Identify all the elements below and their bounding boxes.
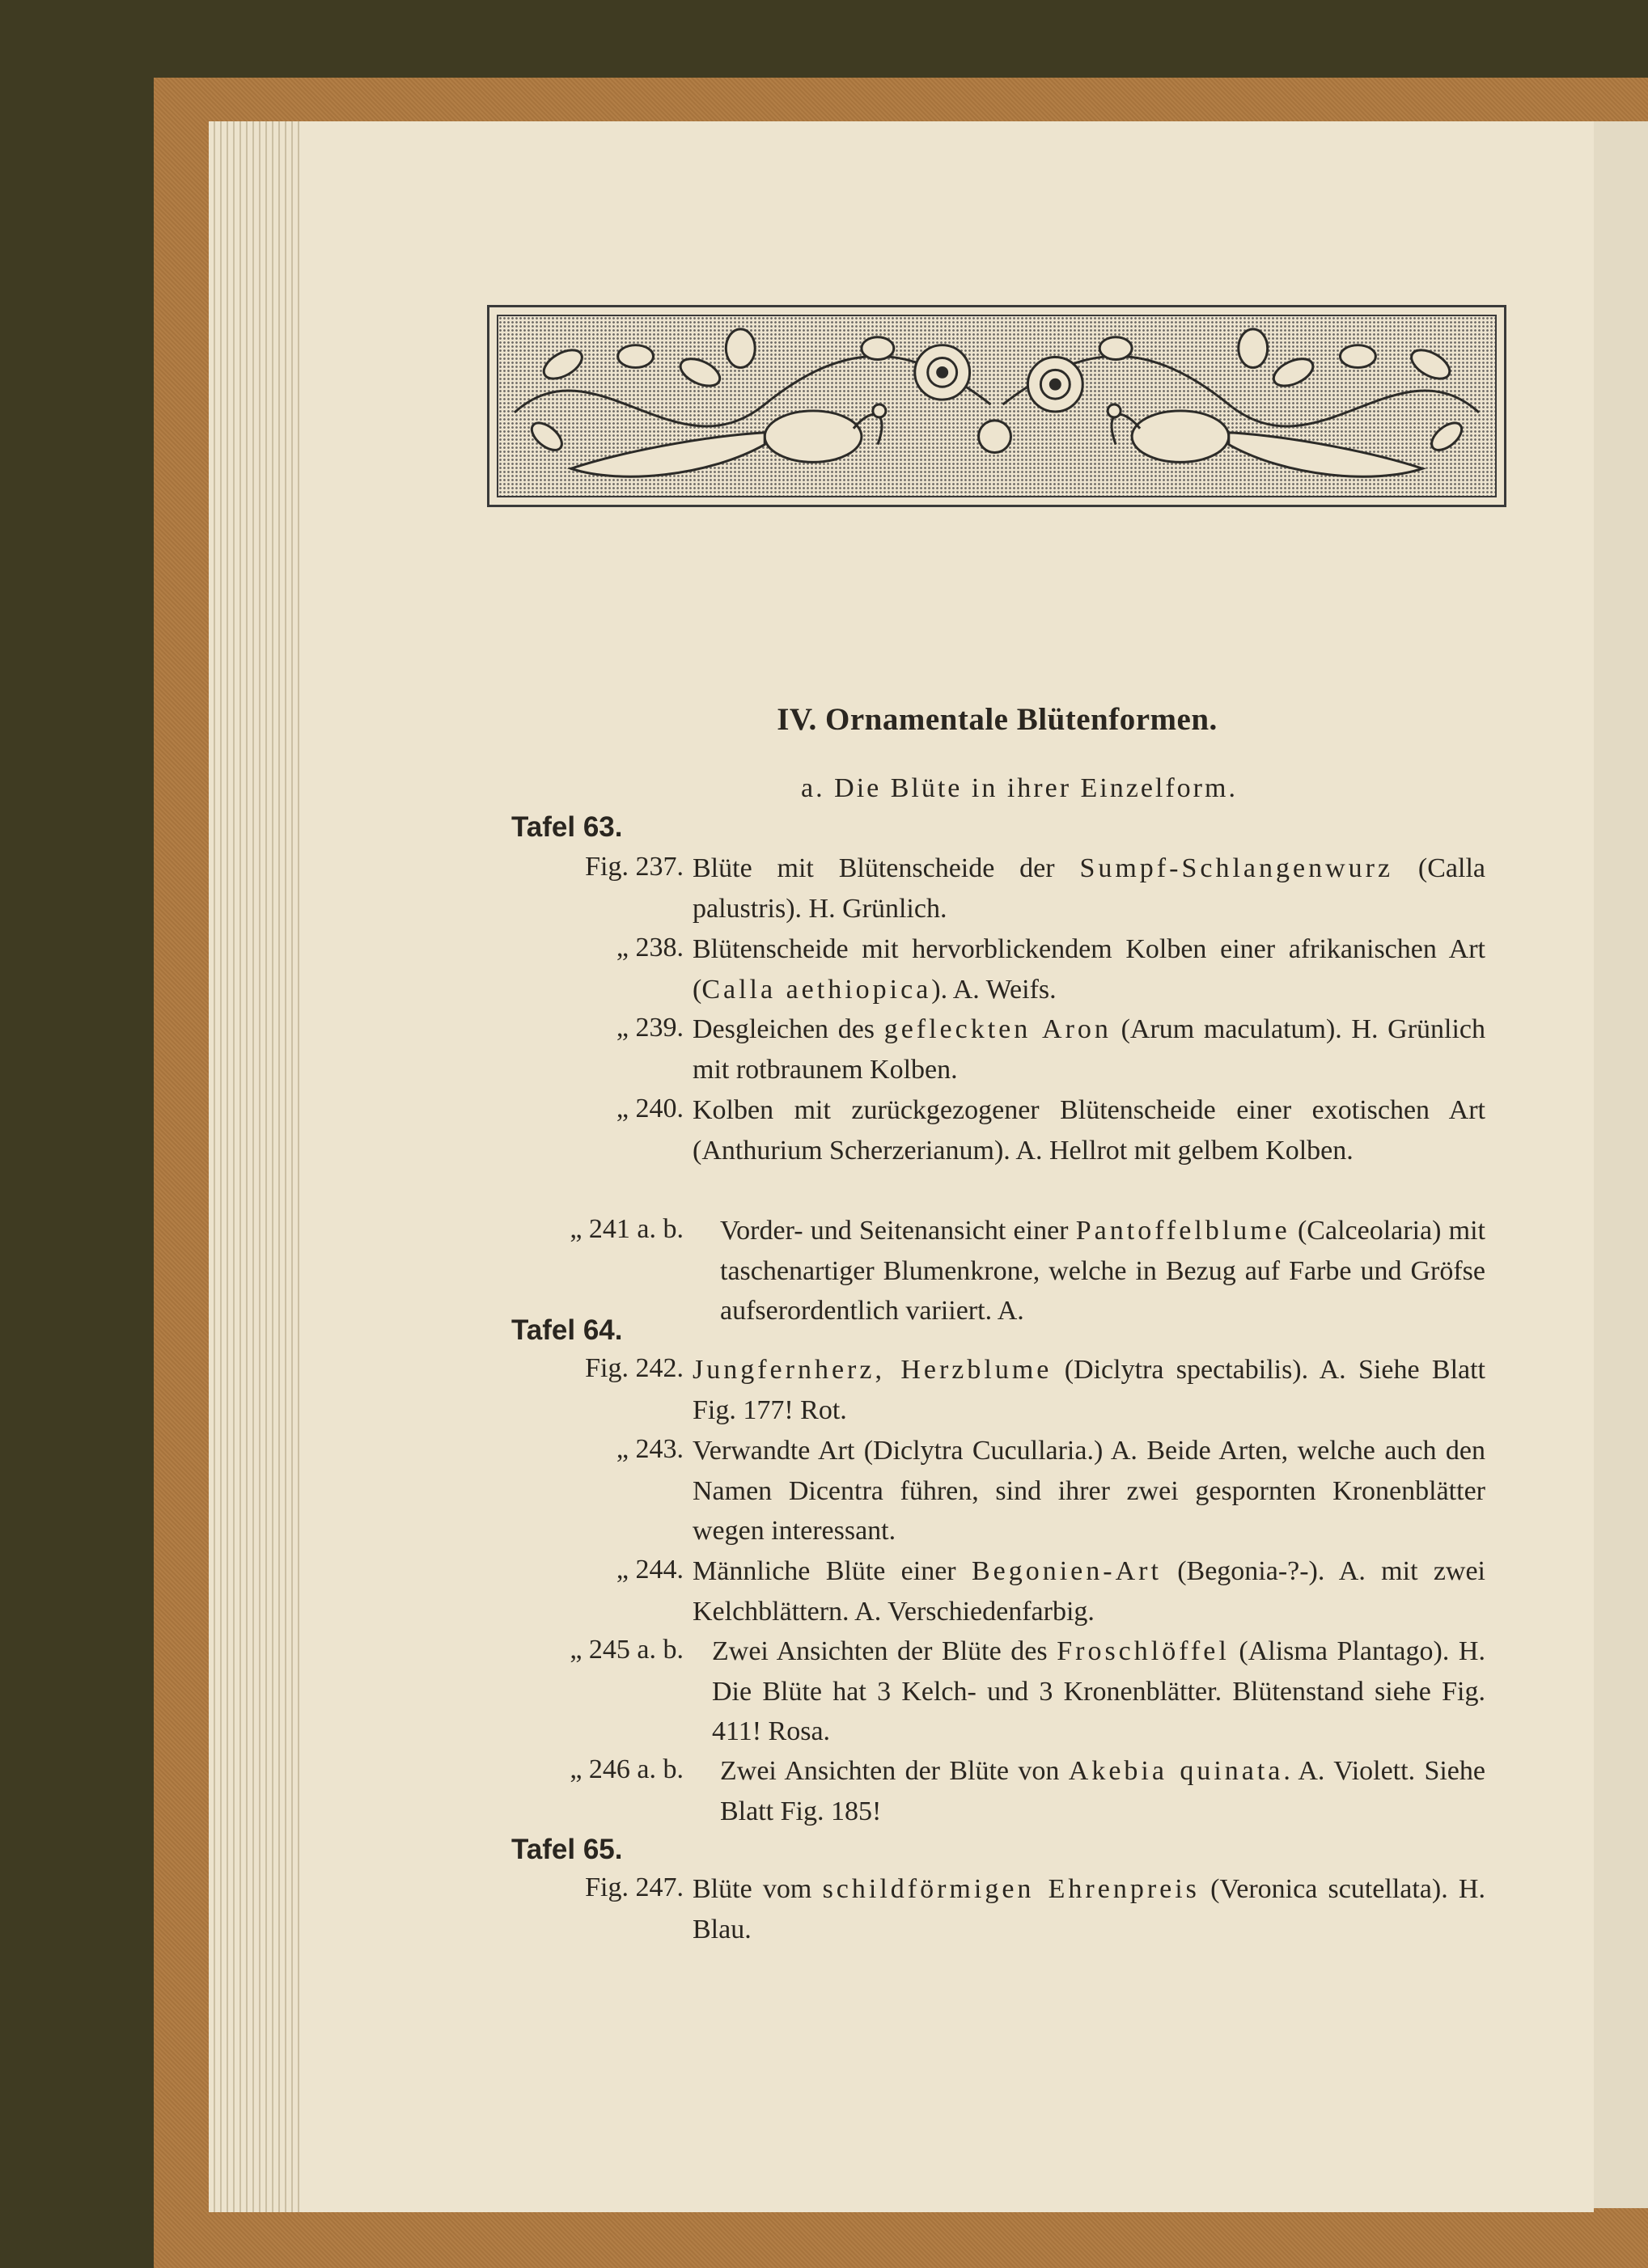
figure-number: „ 244.	[616, 1555, 684, 1585]
text-run: Blüte vom	[693, 1874, 823, 1904]
text-run: ). A. Weifs.	[931, 974, 1057, 1005]
figure-description	[720, 1211, 1485, 1331]
text-run: (Arum maculatum). H. Grünlich mit rotbraunem Kolben.	[693, 1014, 1486, 1085]
figure-description	[693, 1009, 1485, 1090]
figure-number: Fig. 247.	[585, 1872, 684, 1902]
spaced-text-run: schildförmigen Ehrenpreis	[822, 1874, 1200, 1904]
book-page	[299, 121, 1594, 2212]
text-run: Männliche Blüte einer	[693, 1556, 972, 1586]
text-run: (Diclytra spectabilis). A. Siehe Blatt Fig. 177! Rot.	[693, 1355, 1486, 1425]
text-run: Zwei Ansichten der Blüte von	[720, 1756, 1069, 1786]
peacock-left	[571, 404, 886, 476]
text-run: (Veronica scutellata). H. Blau.	[693, 1874, 1485, 1944]
figure-number: Fig. 237.	[585, 852, 684, 882]
figure-number: „ 243.	[616, 1434, 684, 1464]
peacock-right	[1108, 404, 1422, 476]
rosette-center	[979, 421, 1011, 453]
ornamental-header-band	[487, 305, 1506, 507]
figure-description	[693, 1869, 1485, 1949]
text-run: . A. Violett. Siehe Blatt Fig. 185!	[720, 1756, 1485, 1826]
figure-description	[693, 1350, 1485, 1430]
plate-label-65: Tafel 65.	[511, 1834, 623, 1865]
section-subheading: a. Die Blüte in ihrer Einzelform.	[801, 773, 1238, 803]
rosette-left	[915, 345, 970, 400]
section-heading: IV. Ornamentale Blütenformen.	[777, 702, 1218, 737]
ornament-illustration	[497, 315, 1497, 497]
spaced-text-run: Akebia quinata	[1068, 1756, 1284, 1786]
figure-number: „ 238.	[616, 933, 684, 963]
spaced-text-run: Sumpf-Schlangenwurz	[1079, 853, 1394, 883]
figure-number: Fig. 242.	[585, 1353, 684, 1383]
plate-label-63: Tafel 63.	[511, 811, 623, 843]
figure-description	[720, 1751, 1485, 1831]
text-run: (Calla palustris). H. Grünlich.	[693, 853, 1485, 924]
text-run: Zwei Ansichten der Blüte des	[712, 1636, 1057, 1666]
text-run: Blütenscheide mit hervorblickendem Kolben einer afrikanischen Art (	[693, 934, 1485, 1005]
figure-number: „ 241 a. b.	[570, 1214, 684, 1244]
right-page-edge	[1594, 121, 1648, 2208]
figure-description	[712, 1631, 1485, 1752]
figure-description	[693, 1431, 1485, 1551]
page-stack-edges	[209, 121, 302, 2212]
spaced-text-run: Froschlöffel	[1057, 1636, 1230, 1666]
spaced-text-run: gefleckten Aron	[883, 1014, 1112, 1044]
text-run: (Calceolaria) mit taschenartiger Blumenkrone, welche in Bezug auf Farbe und Gröfse aufserordentlich variiert. A.	[720, 1216, 1486, 1326]
figure-description	[693, 929, 1485, 1009]
rosette-right	[1027, 358, 1082, 412]
text-run: Blüte mit Blütenscheide der	[693, 853, 1080, 883]
text-run: Kolben mit zurückgezogener Blütenscheide einer exotischen Art (Anthurium Scherzerianum). A. Hellrot mit gelbem Kolben.	[693, 1095, 1485, 1166]
text-run: (Alisma Plantago). H. Die Blüte hat 3 Kelch- und 3 Kronenblätter. Blütenstand siehe Fig. 411! Rosa.	[712, 1636, 1485, 1746]
figure-description	[693, 848, 1485, 929]
figure-number: „ 239.	[616, 1013, 684, 1043]
ornament-svg	[498, 316, 1495, 496]
figure-number: „ 240.	[616, 1094, 684, 1123]
spaced-text-run: Pantoffelblume	[1075, 1216, 1290, 1246]
spaced-text-run: Jungfernherz, Herzblume	[693, 1355, 1053, 1385]
plate-label-64: Tafel 64.	[511, 1314, 623, 1346]
figure-number: „ 246 a. b.	[570, 1754, 684, 1784]
figure-description	[693, 1551, 1485, 1631]
figure-description	[693, 1090, 1485, 1170]
text-run: (Begonia-?-). A. mit zwei Kelchblättern. A. Verschiedenfarbig.	[693, 1556, 1485, 1627]
spaced-text-run: Begonien-Art	[971, 1556, 1162, 1586]
text-run: Desgleichen des	[693, 1014, 884, 1044]
figure-number: „ 245 a. b.	[570, 1635, 684, 1665]
spaced-text-run: Calla aethiopica	[701, 974, 932, 1005]
text-run: Vorder- und Seitenansicht einer	[720, 1216, 1076, 1246]
text-run: Verwandte Art (Diclytra Cucullaria.) A. Beide Arten, welche auch den Namen Dicentra führen, sind ihrer zwei gespornten Kronenblätter wegen interessant.	[693, 1436, 1485, 1546]
